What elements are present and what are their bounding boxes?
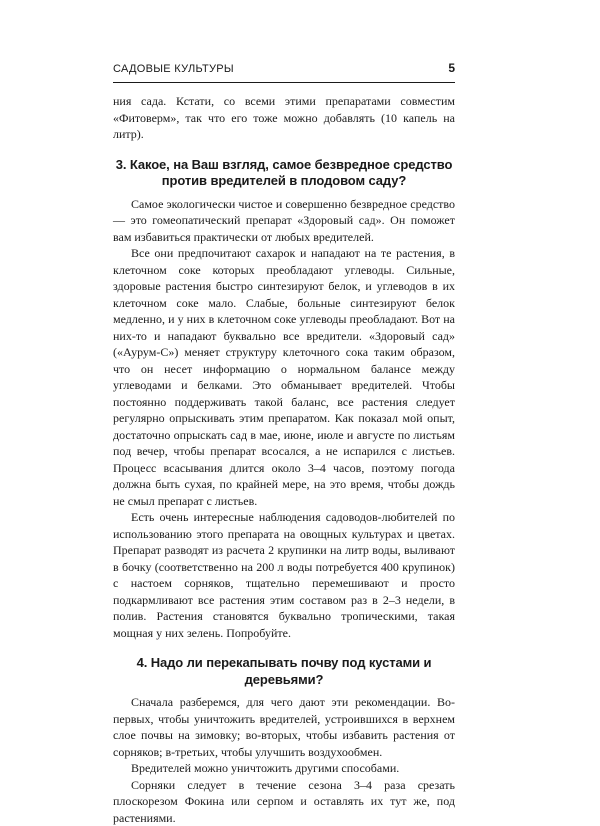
page-header [113, 60, 455, 83]
paragraph: Вредителей можно уничтожить другими способами. [113, 760, 455, 777]
page-number: 5 [448, 61, 455, 75]
paragraph: Сорняки следует в течение сезона 3–4 раза срезать плоскорезом Фокина или серпом и оставлять их тут же, под растениями. [113, 777, 455, 826]
paragraph: Все они предпочитают сахарок и нападают на те растения, в клеточном соке которых преобладают углеводы. Сильные, здоровые растения быстро синтезируют белок, и углеводов в их клеточном соке мало. Слабые, больные синтезируют белок медленно, и у них в клеточном соке углеводы преобладают. Вот на них-то и нападают буквально все вредители. «Здоровый сад» («Аурум-С») меняет структуру клеточного сока таким образом, что он несет информацию о нормальном балансе между углеводами и белками. Это обманывает вредителей. Чтобы постоянно поддерживать такой баланс, все растения следует регулярно опрыскивать этим препаратом. Как показал мой опыт, достаточно опрыскать сад в мае, июне, июле и августе по листьям под вечер, чтобы препарат всосался, а не испарился с листьев. Процесс всасывания длится около 3–4 часов, поэтому погода должна быть сухая, по крайней мере, на это время, чтобы дождь не смыл препарат с листьев. [113, 245, 455, 509]
page-body [113, 93, 455, 826]
paragraph-continued: ния сада. Кстати, со всеми этими препаратами совместим «Фитоверм», так что его тоже можно добавлять (10 капель на литр). [113, 93, 455, 143]
question-heading-4: 4. Надо ли перекапывать почву под кустами и деревьями? [113, 655, 455, 688]
question-heading-3: 3. Какое, на Ваш взгляд, самое безвредное средство против вредителей в плодовом саду? [113, 157, 455, 190]
paragraph: Сначала разберемся, для чего дают эти рекомендации. Во-первых, чтобы уничтожить вредителей, устроившихся в верхнем слое почвы на зимовку; во-вторых, чтобы избавить растения от сорняков; в-третьих, чтобы улучшить воздухообмен. [113, 694, 455, 760]
paragraph: Есть очень интересные наблюдения садоводов-любителей по использованию этого препарата на овощных культурах и цветах. Препарат разводят из расчета 2 крупинки на литр воды, выливают в бочку (соответственно на 200 л воды потребуется 400 крупинок) с настоем сорняков, тщательно перемешивают и просто подкармливают все растения этим составом раз в 2–3 недели, в полив. Растения становятся буквально тропическими, такая мощная у них зелень. Попробуйте. [113, 509, 455, 641]
paragraph: Самое экологически чистое и совершенно безвредное средство — это гомеопатический препарат «Здоровый сад». Он поможет вам избавиться практически от любых вредителей. [113, 196, 455, 246]
running-head: САДОВЫЕ КУЛЬТУРЫ [113, 63, 234, 75]
